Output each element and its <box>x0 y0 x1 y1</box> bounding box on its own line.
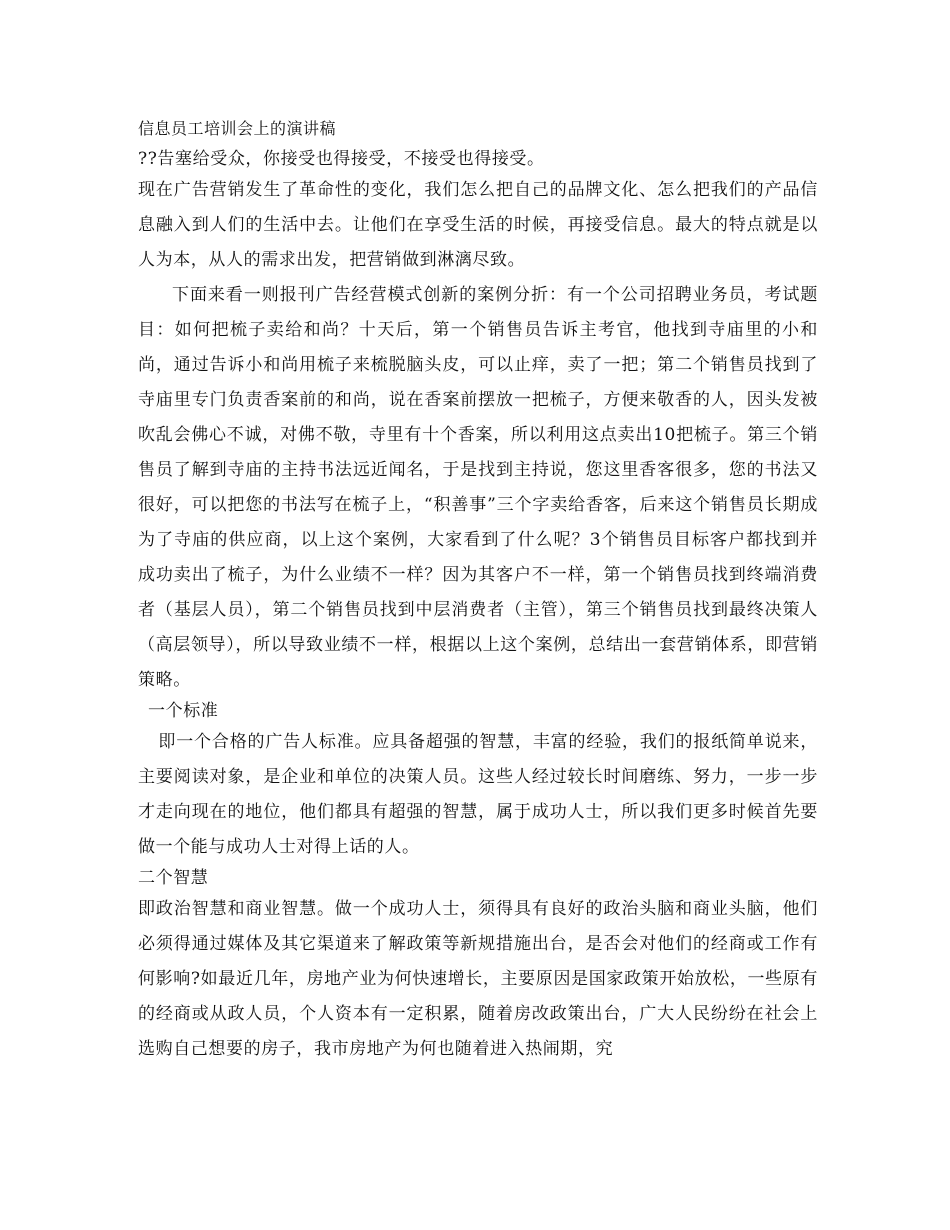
paragraph-wisdom: 即政治智慧和商业智慧。做一个成功人士，须得具有良好的政治头脑和商业头脑，他们必须得通过媒体及其它渠道来了解政策等新规措施出台，是否会对他们的经商或工作有何影响?如最近几年，房地产业为何快速增长，主要原因是国家政策开始放松，一些原有的经商或从政人员，个人资本有一定积累，随着房改政策出台，广大人民纷纷在社会上选购自己想要的房子，我市房地产为何也随着进入热闹期，究 <box>138 899 818 1059</box>
section-heading-two-wisdoms: 二个智慧 <box>138 868 209 888</box>
paragraph-marketing-change: 现在广告营销发生了革命性的变化，我们怎么把自己的品牌文化、怎么把我们的产品信息融入到人们的生活中去。让他们在享受生活的时候，再接受信息。最大的特点就是以人为本，从人的需求出发，把营销做到淋漓尽致。 <box>138 180 818 270</box>
document-title: 信息员工培训会上的演讲稿 <box>138 119 337 138</box>
section-heading-one-standard: 一个标准 <box>148 701 219 721</box>
paragraph-comb-case: 下面来看一则报刊广告经营模式创新的案例分折：有一个公司招聘业务员，考试题目：如何把梳子卖给和尚？十天后，第一个销售员告诉主考官，他找到寺庙里的小和尚，通过告诉小和尚用梳子来梳脱脑头皮，可以止痒，卖了一把；第二个销售员找到了寺庙里专门负责香案前的和尚，说在香案前摆放一把梳子，方便来敬香的人，因头发被吹乱会佛心不诚，对佛不敬，寺里有十个香案，所以利用这点卖出10把梳子。第三个销售员了解到寺庙的主持书法远近闻名，于是找到主持说，您这里香客很多，您的书法又很好，可以把您的书法写在梳子上，“积善事”三个字卖给香客，后来这个销售员长期成为了寺庙的供应商，以上这个案例，大家看到了什么呢？3个销售员目标客户都找到并成功卖出了梳子，为什么业绩不一样？因为其客户不一样，第一个销售员找到终端消费者（基层人员），第二个销售员找到中层消费者（主管），第三个销售员找到最终决策人（高层领导），所以导致业绩不一样，根据以上这个案例，总结出一套营销体系，即营销策略。 <box>138 285 818 690</box>
document-body <box>138 118 818 1067</box>
paragraph-standard: 即一个合格的广告人标准。应具备超强的智慧，丰富的经验，我们的报纸简单说来，主要阅读对象，是企业和单位的决策人员。这些人经过较长时间磨练、努力，一步一步才走向现在的地位，他们都具有超强的智慧，属于成功人士，所以我们更多时候首先要做一个能与成功人士对得上话的人。 <box>138 732 818 857</box>
intro-line: ??告塞给受众，你接受也得接受，不接受也得接受。 <box>138 149 545 169</box>
